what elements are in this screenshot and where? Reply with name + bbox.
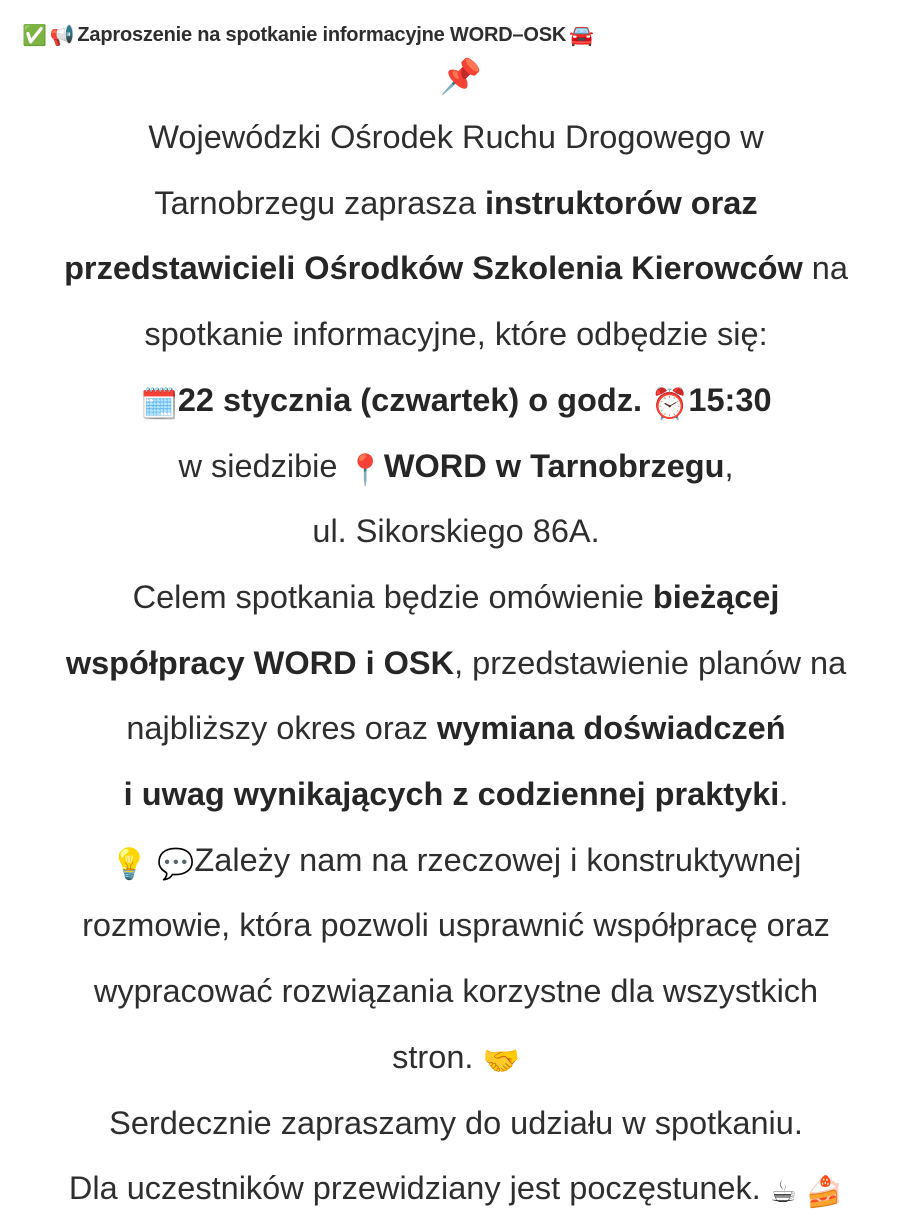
post-title-bar	[22, 22, 594, 48]
pushpin-icon: 📌	[439, 57, 483, 97]
line-text: .	[779, 776, 789, 813]
line-text: rozmowie, która pozwoli usprawnić współpracę oraz	[82, 907, 830, 944]
text-line-14	[0, 959, 912, 1025]
handshake-icon: 🤝	[482, 1043, 520, 1079]
address-line	[0, 499, 912, 565]
light-bulb-icon: 💡	[110, 846, 149, 882]
line-text: ,	[724, 447, 734, 484]
line-text: , przedstawienie planów na	[454, 644, 847, 681]
text-line-17	[0, 1156, 912, 1222]
meeting-place: WORD w Tarnobrzegu	[383, 447, 725, 484]
line-text: spotkanie informacyjne, które odbędzie się:	[144, 316, 768, 353]
location-pin-icon: 📍	[346, 452, 384, 488]
text-line-9	[0, 631, 912, 697]
car-icon: 🚘	[569, 23, 594, 47]
text-line-8	[0, 565, 912, 631]
bold-text: bieżącej	[652, 578, 780, 615]
line-text: na	[802, 250, 848, 287]
text-line-2	[0, 171, 912, 237]
line-text: Wojewódzki Ośrodek Ruchu Drogowego w	[148, 119, 764, 155]
text-line-11	[0, 762, 912, 828]
speech-bubble-icon: 💬	[157, 846, 195, 882]
check-mark-icon: ✅	[22, 23, 47, 47]
text-line-15	[0, 1025, 912, 1091]
line-text: wypracować rozwiązania korzystne dla wszystkich	[93, 973, 819, 1010]
megaphone-icon: 📢	[49, 23, 75, 47]
line-text: Zależy nam na rzeczowej i konstruktywnej	[194, 841, 802, 878]
bold-text: i uwag wynikających z codziennej praktyki	[123, 776, 780, 813]
meeting-place-line	[0, 434, 912, 500]
post-body	[0, 55, 912, 1222]
line-text: Dla uczestników przewidziany jest poczęstunek.	[68, 1170, 770, 1207]
alarm-clock-icon: ⏰	[651, 386, 689, 422]
meeting-date-line	[0, 368, 912, 434]
line-text: w siedzibie	[178, 447, 347, 484]
line-text: stron.	[392, 1038, 483, 1075]
cake-icon: 🍰	[805, 1175, 844, 1211]
line-text: Tarnobrzegu zaprasza	[154, 184, 485, 221]
text-line-13	[0, 893, 912, 959]
meeting-address: ul. Sikorskiego 86A.	[312, 513, 600, 550]
line-text: Celem spotkania będzie omówienie	[132, 578, 653, 615]
meeting-date: 22 stycznia (czwartek) o godz.	[177, 381, 652, 418]
text-line-3	[0, 236, 912, 302]
bold-text: wymiana doświadczeń	[437, 710, 786, 747]
bold-text: instruktorów oraz	[484, 184, 758, 221]
bold-text: współpracy WORD i OSK	[65, 644, 455, 681]
coffee-icon: ☕	[769, 1175, 797, 1211]
meeting-time: 15:30	[688, 381, 772, 418]
line-text: Serdecznie zapraszamy do udziału w spotkaniu.	[109, 1104, 803, 1141]
text-line-4	[0, 302, 912, 368]
line-text: najbliższy okres oraz	[126, 710, 438, 747]
text-line-10	[0, 696, 912, 762]
text-line-16	[0, 1091, 912, 1157]
post-title: Zaproszenie na spotkanie informacyjne WORD–OSK	[77, 23, 567, 46]
calendar-icon: 🗓️	[140, 386, 178, 422]
pushpin-line	[0, 55, 912, 99]
text-line-1	[0, 105, 912, 171]
bold-text: przedstawicieli Ośrodków Szkolenia Kierowców	[64, 250, 803, 287]
text-line-12	[0, 828, 912, 894]
